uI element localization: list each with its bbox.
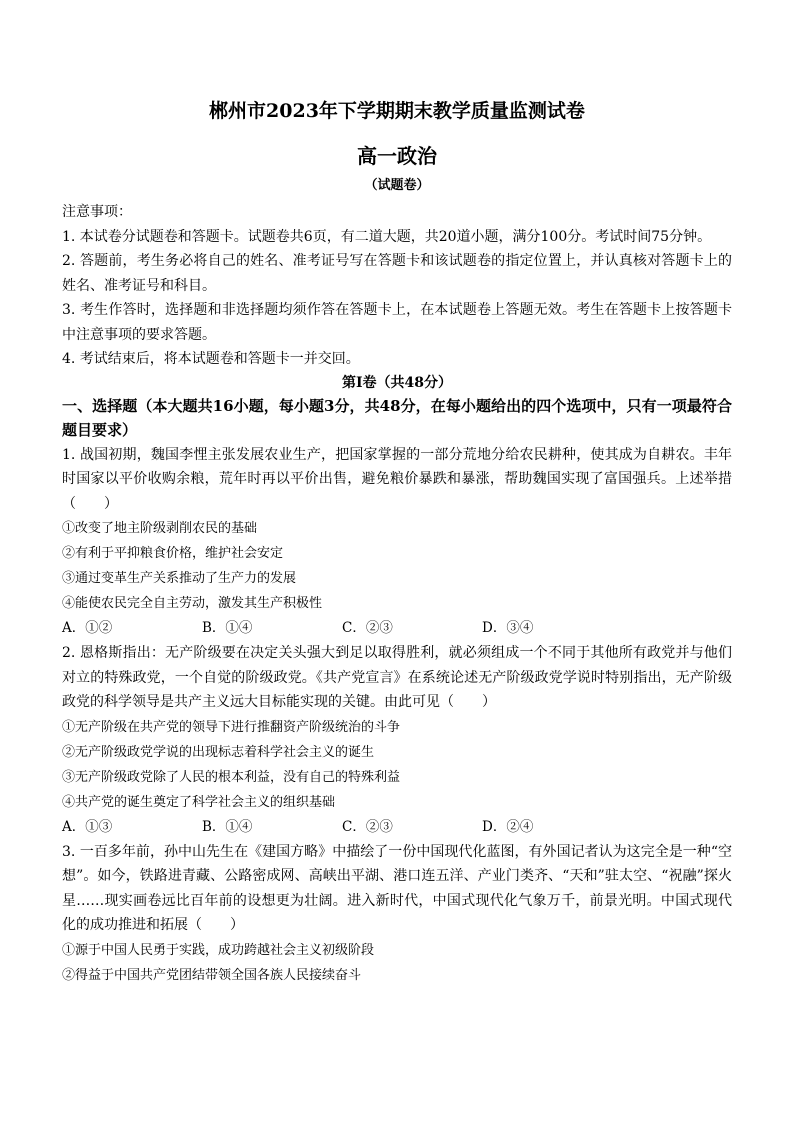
exam-subject: 高一政治 <box>357 144 437 168</box>
choice-c: C．②③ <box>342 620 393 636</box>
choice-c: C．②③ <box>342 818 393 835</box>
choice-b: B．①④ <box>202 620 253 636</box>
question-option: ③通过变革生产关系推动了生产力的发展 <box>62 571 297 586</box>
question-option: ②得益于中国共产党团结带领全国各族人民接续奋斗 <box>62 967 362 983</box>
part-heading: 第Ⅰ卷（共48分） <box>341 374 453 391</box>
notice-heading: 注意事项： <box>62 204 132 220</box>
question-option: ②有利于平抑粮食价格，维护社会安定 <box>62 546 284 561</box>
question-option: ④能使农民完全自主劳动，激发其生产积极性 <box>62 596 323 611</box>
question-option: ②无产阶级政党学说的出现标志着科学社会主义的诞生 <box>62 744 375 760</box>
question-option: ④共产党的诞生奠定了科学社会主义的组织基础 <box>62 794 336 810</box>
question-stem: 3. 一百多年前，孙中山先生在《建国方略》中描绘了一份中国现代化蓝图，有外国记者认为这完全是一种“空想”。如今，铁路进青藏、公路密成网、高峡出平湖、港口连五洋、产业门类齐、“天和”驻太空、“祝融”探火星……现实画卷远比百年前的设想更为壮阔。进入新时代，中国式现代化气象万千，前景光明。中国式现代化的成功推进和拓展（ ） <box>62 843 732 933</box>
question-stem: 2. 恩格斯指出：无产阶级要在决定关头强大到足以取得胜利，就必须组成一个不同于其他所有政党并与他们对立的特殊政党，一个自觉的阶级政党。《共产党宣言》在系统论述无产阶级政党学说时特别指出，无产阶级政党的科学领导是共产主义远大目标能实现的关键。由此可见（ ） <box>62 645 732 710</box>
choice-d: D．②④ <box>482 818 534 835</box>
question-option: ①无产阶级在共产党的领导下进行推翻资产阶级统治的斗争 <box>62 719 401 735</box>
volume-label: （试题卷） <box>364 178 430 193</box>
question-stem: 1. 战国初期，魏国李悝主张发展农业生产，把国家掌握的一部分荒地分给农民耕种，使其成为自耕农。丰年时国家以平价收购余粮，荒年时再以平价出售，避免粮价暴跌和暴涨，帮助魏国实现了富国强兵。上述举措（ ） <box>62 446 732 512</box>
question-option: ①源于中国人民勇于实践，成功跨越社会主义初级阶段 <box>62 942 375 958</box>
answer-choices <box>62 815 732 840</box>
choice-a: A．①② <box>62 620 113 636</box>
question-option: ③无产阶级政党除了人民的根本利益，没有自己的特殊利益 <box>62 769 401 785</box>
choice-b: B．①④ <box>202 818 253 835</box>
choice-d: D．③④ <box>482 620 534 636</box>
notice-item: 1. 本试卷分试题卷和答题卡。试题卷共6页，有二道大题，共20道小题，满分100分。考试时间75分钟。 <box>62 228 712 245</box>
notice-item: 2. 答题前，考生务必将自己的姓名、准考证号写在答题卡和该试题卷的指定位置上，并认真核对答题卡上的姓名、准考证号和科目。 <box>62 253 732 294</box>
question-option: ①改变了地主阶级剥削农民的基础 <box>62 521 258 536</box>
choice-a: A．①③ <box>62 818 113 835</box>
notice-item: 3. 考生作答时，选择题和非选择题均须作答在答题卡上，在本试题卷上答题无效。考生在答题卡上按答题卡中注意事项的要求答题。 <box>62 302 732 343</box>
notice-item: 4. 考试结束后，将本试题卷和答题卡一并交回。 <box>62 351 360 367</box>
section-heading: 一、选择题（本大题共16小题，每小题3分，共48分，在每小题给出的四个选项中，只有一项最符合题目要求） <box>62 396 732 439</box>
exam-title: 郴州市2023年下学期期末教学质量监测试卷 <box>209 100 585 122</box>
answer-choices <box>62 616 732 641</box>
